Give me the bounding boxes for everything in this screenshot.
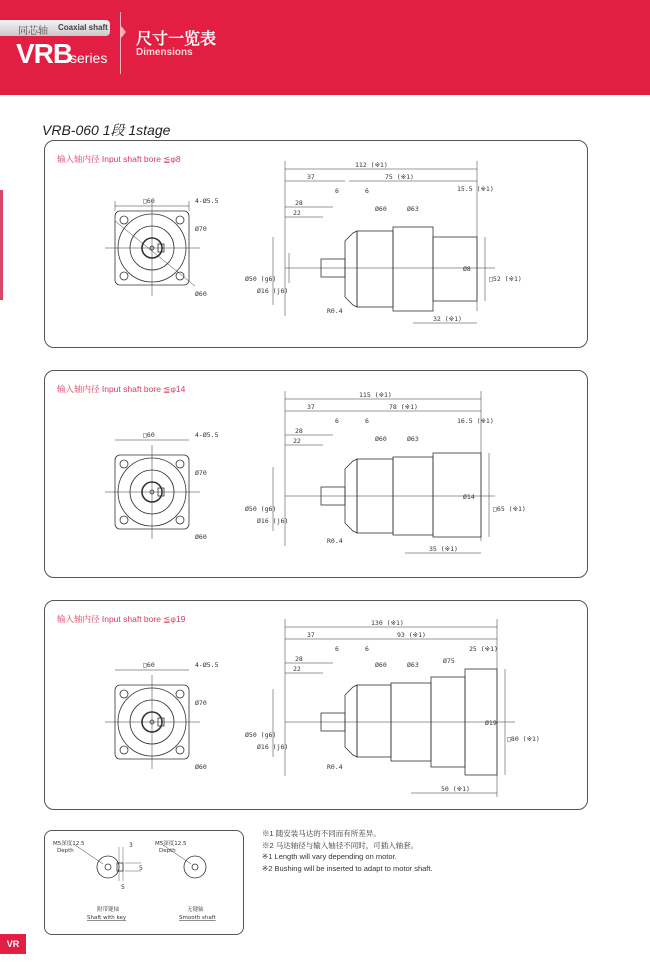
svg-text:15.5 (※1): 15.5 (※1) [457,185,494,193]
footnotes [262,828,433,874]
brand-name: VRB [16,38,73,69]
svg-text:5: 5 [121,884,125,891]
svg-text:37: 37 [307,631,315,639]
svg-text:Depth: Depth [159,848,176,854]
svg-text:32 (※1): 32 (※1) [433,315,462,323]
svg-text:37: 37 [307,173,315,181]
model-title: VRB-060 1段 1stage [42,122,171,138]
svg-text:Ø50 (g6): Ø50 (g6) [245,731,277,739]
svg-text:Smooth shaft: Smooth shaft [179,915,216,921]
svg-text:22: 22 [293,665,301,673]
svg-text:Ø60: Ø60 [195,763,207,771]
note-2-en: ※2 Bushing will be inserted to adapt to motor shaft. [262,863,433,873]
side-accent-bar [0,190,3,300]
shaft-types-panel [44,830,244,935]
page-subtitle: Dimensions [136,47,193,58]
svg-text:4-Ø5.5: 4-Ø5.5 [195,661,219,669]
svg-text:22: 22 [293,437,301,445]
brand-series: series [70,50,108,66]
svg-text:Ø63: Ø63 [407,205,419,213]
svg-text:Ø63: Ø63 [407,435,419,443]
note-1-en: ※1 Length will vary depending on motor. [262,852,397,861]
header-banner [0,0,650,95]
svg-text:Ø60: Ø60 [375,435,387,443]
svg-text:6: 6 [335,417,339,425]
svg-text:Ø60: Ø60 [375,661,387,669]
dimension-panel-3 [44,600,588,810]
svg-text:Ø63: Ø63 [407,661,419,669]
svg-text:M5深度12.5: M5深度12.5 [155,841,187,847]
svg-text:112 (※1): 112 (※1) [355,161,388,169]
note-1-cn: ※1 随安装马达的不同而有所差异。 [262,829,381,838]
svg-text:6: 6 [365,645,369,653]
svg-text:6: 6 [365,187,369,195]
svg-text:□60: □60 [143,197,155,205]
svg-text:5: 5 [139,865,143,872]
svg-text:□65 (※1): □65 (※1) [493,505,526,513]
svg-text:Shaft with key: Shaft with key [87,915,127,921]
drawing-3 [45,601,587,809]
svg-text:Ø50 (g6): Ø50 (g6) [245,275,277,283]
svg-text:□52 (※1): □52 (※1) [489,275,522,283]
svg-text:50 (※1): 50 (※1) [441,785,470,793]
svg-text:Ø60: Ø60 [195,533,207,541]
svg-text:R0.4: R0.4 [327,307,343,315]
svg-text:4-Ø5.5: 4-Ø5.5 [195,431,219,439]
svg-text:130 (※1): 130 (※1) [371,619,404,627]
svg-text:Ø16 (j6): Ø16 (j6) [257,743,289,751]
svg-text:6: 6 [365,417,369,425]
svg-text:25 (※1): 25 (※1) [469,645,498,653]
svg-text:4-Ø5.5: 4-Ø5.5 [195,197,219,205]
svg-text:6: 6 [335,645,339,653]
dimension-panel-2 [44,370,588,578]
svg-text:Ø70: Ø70 [195,225,207,233]
svg-text:115 (※1): 115 (※1) [359,391,392,399]
svg-text:35 (※1): 35 (※1) [429,545,458,553]
svg-text:M5深度12.5: M5深度12.5 [53,841,85,847]
svg-text:28: 28 [295,655,303,663]
svg-text:16.5 (※1): 16.5 (※1) [457,417,494,425]
svg-text:R0.4: R0.4 [327,763,343,771]
svg-text:Depth: Depth [57,848,74,854]
svg-text:□80 (※1): □80 (※1) [507,735,540,743]
svg-text:Ø60: Ø60 [375,205,387,213]
svg-text:Ø16 (j6): Ø16 (j6) [257,287,289,295]
page-section-tab: VR [0,934,26,954]
dimension-panel-1 [44,140,588,348]
svg-text:6: 6 [335,187,339,195]
svg-text:Ø8: Ø8 [463,265,471,273]
svg-text:□60: □60 [143,431,155,439]
chevron-right-icon [121,26,126,38]
svg-text:75 (※1): 75 (※1) [385,173,414,181]
svg-text:Ø70: Ø70 [195,699,207,707]
svg-text:37: 37 [307,403,315,411]
svg-text:28: 28 [295,199,303,207]
svg-text:93 (※1): 93 (※1) [397,631,426,639]
shaft-types-drawing [45,831,243,934]
svg-text:Ø19: Ø19 [485,719,497,727]
svg-text:附带键轴: 附带键轴 [97,907,120,913]
drawing-2 [45,371,587,577]
svg-text:Ø70: Ø70 [195,469,207,477]
svg-text:R0.4: R0.4 [327,537,343,545]
panel-label: 输入轴内径 Input shaft bore ≦φ14 [57,384,186,394]
tag-en: Coaxial shaft [58,23,108,32]
svg-text:Ø75: Ø75 [443,657,455,665]
drawing-1 [45,141,587,347]
svg-text:28: 28 [295,427,303,435]
svg-text:Ø16 (j6): Ø16 (j6) [257,517,289,525]
tag-cn: 同芯轴 [18,26,48,37]
panel-label: 输入轴内径 Input shaft bore ≦φ8 [57,154,181,164]
svg-text:Ø60: Ø60 [195,290,207,298]
page-title: 尺寸一览表 [136,31,217,48]
svg-text:□60: □60 [143,661,155,669]
header-divider [120,12,121,74]
svg-text:无键轴: 无键轴 [187,907,204,913]
note-2-cn: ※2 马达轴径与输入轴径不同时，可插入轴套。 [262,840,419,850]
svg-text:Ø14: Ø14 [463,493,475,501]
panel-label: 输入轴内径 Input shaft bore ≦φ19 [57,614,186,624]
svg-text:22: 22 [293,209,301,217]
svg-text:Ø50 (g6): Ø50 (g6) [245,505,277,513]
svg-text:3: 3 [129,842,133,849]
svg-text:78 (※1): 78 (※1) [389,403,418,411]
